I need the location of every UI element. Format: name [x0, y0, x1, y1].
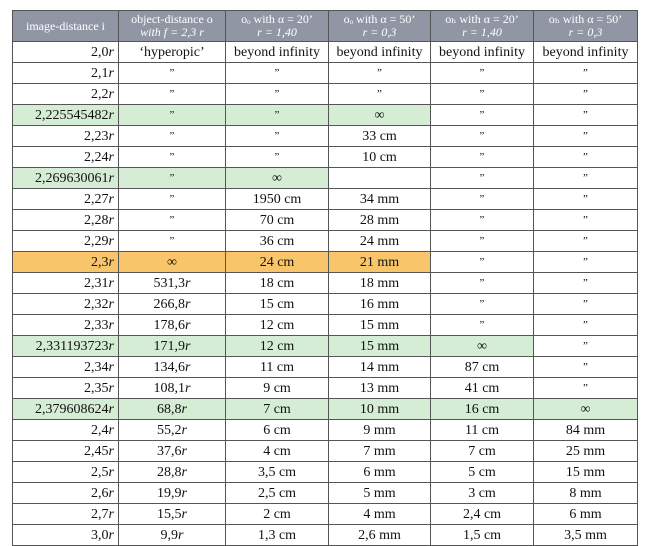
oh-50-cell: ”	[534, 273, 638, 294]
oe-20-cell: 18 cm	[226, 273, 329, 294]
header-oe-20	[226, 11, 329, 42]
object-distance-cell: ”	[119, 147, 226, 168]
oe-50-cell: 10 mm	[329, 399, 431, 420]
object-distance-cell: ‘hyperopic’	[119, 42, 226, 63]
table-row	[13, 378, 638, 399]
header-oh-50	[534, 11, 638, 42]
image-distance-cell: 2,34r	[13, 357, 119, 378]
oe-20-cell: 1,3 cm	[226, 525, 329, 546]
object-distance-cell: ”	[119, 189, 226, 210]
oe-50-cell: 9 mm	[329, 420, 431, 441]
oe-20-cell: ”	[226, 84, 329, 105]
table-row	[13, 84, 638, 105]
object-distance-cell: 28,8r	[119, 462, 226, 483]
object-distance-cell: 134,6r	[119, 357, 226, 378]
image-distance-cell: 2,269630061r	[13, 168, 119, 189]
image-distance-cell: 2,6r	[13, 483, 119, 504]
oe-50-cell: 15 mm	[329, 315, 431, 336]
oe-20-cell: 11 cm	[226, 357, 329, 378]
header-line1: oₒ with α = 50’	[343, 12, 416, 26]
image-distance-cell: 3,0r	[13, 525, 119, 546]
oe-50-cell: 33 cm	[329, 126, 431, 147]
object-distance-cell: ”	[119, 126, 226, 147]
oe-20-cell: 3,5 cm	[226, 462, 329, 483]
oe-50-cell: 4 mm	[329, 504, 431, 525]
header-line2: r = 1,40	[462, 25, 502, 39]
table-row	[13, 126, 638, 147]
header-oh-20	[431, 11, 534, 42]
oe-20-cell: 2 cm	[226, 504, 329, 525]
object-distance-cell: ”	[119, 168, 226, 189]
table-row	[13, 63, 638, 84]
oe-50-cell: 18 mm	[329, 273, 431, 294]
object-distance-cell: 171,9r	[119, 336, 226, 357]
image-distance-cell: 2,379608624r	[13, 399, 119, 420]
object-distance-cell: 37,6r	[119, 441, 226, 462]
table-row	[13, 147, 638, 168]
oh-20-cell: ”	[431, 273, 534, 294]
image-distance-cell: 2,3r	[13, 252, 119, 273]
oh-20-cell: ”	[431, 252, 534, 273]
header-oe-50	[329, 11, 431, 42]
oe-50-cell: 5 mm	[329, 483, 431, 504]
image-distance-cell: 2,31r	[13, 273, 119, 294]
oh-20-cell: ”	[431, 126, 534, 147]
oh-50-cell: 8 mm	[534, 483, 638, 504]
oh-20-cell: ”	[431, 84, 534, 105]
oh-50-cell: 15 mm	[534, 462, 638, 483]
header-line1: oₕ with α = 20’	[445, 12, 519, 26]
object-distance-cell: 108,1r	[119, 378, 226, 399]
oh-50-cell: ”	[534, 315, 638, 336]
image-distance-cell: 2,7r	[13, 504, 119, 525]
header-row	[13, 11, 638, 42]
table-row	[13, 189, 638, 210]
header-line2: r = 0,3	[362, 25, 397, 39]
image-distance-cell: 2,5r	[13, 462, 119, 483]
image-distance-cell: 2,45r	[13, 441, 119, 462]
table-row	[13, 252, 638, 273]
oh-50-cell: ”	[534, 63, 638, 84]
oh-50-cell: ”	[534, 105, 638, 126]
oh-20-cell: 2,4 cm	[431, 504, 534, 525]
header-line1: oₒ with α = 20’	[241, 12, 313, 26]
object-distance-cell: 19,9r	[119, 483, 226, 504]
oe-50-cell: ”	[329, 84, 431, 105]
object-distance-cell: ”	[119, 105, 226, 126]
oh-50-cell: ”	[534, 231, 638, 252]
oe-50-cell: 34 mm	[329, 189, 431, 210]
oe-20-cell: ”	[226, 126, 329, 147]
oh-20-cell: 5 cm	[431, 462, 534, 483]
oh-50-cell: ∞	[534, 399, 638, 420]
oh-50-cell: ”	[534, 189, 638, 210]
oh-50-cell: ”	[534, 126, 638, 147]
table-row	[13, 420, 638, 441]
image-distance-cell: 2,331193723r	[13, 336, 119, 357]
table-row	[13, 483, 638, 504]
table-row	[13, 294, 638, 315]
table-body	[13, 42, 638, 546]
object-distance-cell: ”	[119, 63, 226, 84]
table-row	[13, 357, 638, 378]
object-distance-cell: ”	[119, 231, 226, 252]
oe-20-cell: ∞	[226, 168, 329, 189]
table-row	[13, 210, 638, 231]
oh-50-cell: ”	[534, 294, 638, 315]
oe-20-cell: 4 cm	[226, 441, 329, 462]
oh-20-cell: ∞	[431, 336, 534, 357]
oh-20-cell: 41 cm	[431, 378, 534, 399]
oh-20-cell: ”	[431, 63, 534, 84]
oh-50-cell: ”	[534, 147, 638, 168]
image-distance-cell: 2,29r	[13, 231, 119, 252]
header-object-distance	[119, 11, 226, 42]
distance-table	[12, 10, 638, 546]
table-header	[13, 11, 638, 42]
oe-50-cell: 24 mm	[329, 231, 431, 252]
oh-20-cell: 87 cm	[431, 357, 534, 378]
object-distance-cell: 266,8r	[119, 294, 226, 315]
object-distance-cell: ∞	[119, 252, 226, 273]
oe-50-cell: 2,6 mm	[329, 525, 431, 546]
oh-20-cell: 3 cm	[431, 483, 534, 504]
oh-50-cell: ”	[534, 252, 638, 273]
image-distance-cell: 2,23r	[13, 126, 119, 147]
oh-50-cell: 25 mm	[534, 441, 638, 462]
oh-50-cell: ”	[534, 357, 638, 378]
table-row	[13, 504, 638, 525]
object-distance-cell: 178,6r	[119, 315, 226, 336]
oh-20-cell: ”	[431, 294, 534, 315]
oe-20-cell: 7 cm	[226, 399, 329, 420]
image-distance-cell: 2,225545482r	[13, 105, 119, 126]
oh-20-cell: ”	[431, 210, 534, 231]
object-distance-cell: ”	[119, 84, 226, 105]
oh-50-cell: ”	[534, 210, 638, 231]
oh-20-cell: beyond infinity	[431, 42, 534, 63]
object-distance-cell: 55,2r	[119, 420, 226, 441]
oh-50-cell: ”	[534, 84, 638, 105]
oh-50-cell: ”	[534, 378, 638, 399]
oe-50-cell: beyond infinity	[329, 42, 431, 63]
header-line1: image-distance i	[26, 18, 105, 33]
oe-20-cell: 12 cm	[226, 315, 329, 336]
image-distance-cell: 2,24r	[13, 147, 119, 168]
oh-20-cell: ”	[431, 189, 534, 210]
image-distance-cell: 2,2r	[13, 84, 119, 105]
oh-20-cell: ”	[431, 105, 534, 126]
oe-50-cell: 7 mm	[329, 441, 431, 462]
oh-20-cell: 7 cm	[431, 441, 534, 462]
oe-20-cell: ”	[226, 105, 329, 126]
header-line2: r = 1,40	[257, 25, 297, 39]
oe-50-cell: ∞	[329, 105, 431, 126]
oe-50-cell: 28 mm	[329, 210, 431, 231]
table-row	[13, 462, 638, 483]
table-row	[13, 336, 638, 357]
image-distance-cell: 2,27r	[13, 189, 119, 210]
oe-20-cell: 12 cm	[226, 336, 329, 357]
oe-20-cell: 1950 cm	[226, 189, 329, 210]
table-row	[13, 231, 638, 252]
object-distance-cell: 9,9r	[119, 525, 226, 546]
oe-50-cell: 15 mm	[329, 336, 431, 357]
image-distance-cell: 2,4r	[13, 420, 119, 441]
oe-20-cell: 9 cm	[226, 378, 329, 399]
oh-50-cell: 84 mm	[534, 420, 638, 441]
oe-50-cell: 10 cm	[329, 147, 431, 168]
oh-20-cell: ”	[431, 231, 534, 252]
oe-50-cell: ”	[329, 63, 431, 84]
table-row	[13, 168, 638, 189]
oe-20-cell: 2,5 cm	[226, 483, 329, 504]
image-distance-cell: 2,32r	[13, 294, 119, 315]
oe-20-cell: 15 cm	[226, 294, 329, 315]
oe-20-cell: 70 cm	[226, 210, 329, 231]
oh-50-cell: 6 mm	[534, 504, 638, 525]
oe-20-cell: ”	[226, 63, 329, 84]
oh-20-cell: 16 cm	[431, 399, 534, 420]
oe-20-cell: 6 cm	[226, 420, 329, 441]
oh-20-cell: ”	[431, 315, 534, 336]
oh-50-cell: ”	[534, 168, 638, 189]
object-distance-cell: ”	[119, 210, 226, 231]
oh-50-cell: 3,5 mm	[534, 525, 638, 546]
oe-50-cell	[329, 168, 431, 189]
oe-20-cell: 24 cm	[226, 252, 329, 273]
oe-20-cell: ”	[226, 147, 329, 168]
data-table-container	[12, 10, 638, 546]
table-row	[13, 315, 638, 336]
oe-50-cell: 21 mm	[329, 252, 431, 273]
oh-50-cell: ”	[534, 336, 638, 357]
table-row	[13, 273, 638, 294]
image-distance-cell: 2,33r	[13, 315, 119, 336]
image-distance-cell: 2,0r	[13, 42, 119, 63]
header-image-distance	[13, 11, 119, 42]
table-row	[13, 525, 638, 546]
table-row	[13, 42, 638, 63]
object-distance-cell: 15,5r	[119, 504, 226, 525]
oe-50-cell: 16 mm	[329, 294, 431, 315]
header-line2: with f = 2,3 r	[140, 25, 204, 39]
table-row	[13, 441, 638, 462]
oe-50-cell: 13 mm	[329, 378, 431, 399]
header-line1: oₕ with α = 50’	[548, 12, 623, 26]
object-distance-cell: 531,3r	[119, 273, 226, 294]
oh-20-cell: 11 cm	[431, 420, 534, 441]
oe-50-cell: 6 mm	[329, 462, 431, 483]
oh-50-cell: beyond infinity	[534, 42, 638, 63]
table-row	[13, 399, 638, 420]
object-distance-cell: 68,8r	[119, 399, 226, 420]
header-line1: object-distance o	[131, 12, 213, 26]
oh-20-cell: 1,5 cm	[431, 525, 534, 546]
oe-50-cell: 14 mm	[329, 357, 431, 378]
table-row	[13, 105, 638, 126]
image-distance-cell: 2,35r	[13, 378, 119, 399]
oe-20-cell: 36 cm	[226, 231, 329, 252]
image-distance-cell: 2,28r	[13, 210, 119, 231]
header-line2: r = 0,3	[568, 25, 603, 39]
oh-20-cell: ”	[431, 168, 534, 189]
oh-20-cell: ”	[431, 147, 534, 168]
oe-20-cell: beyond infinity	[226, 42, 329, 63]
image-distance-cell: 2,1r	[13, 63, 119, 84]
